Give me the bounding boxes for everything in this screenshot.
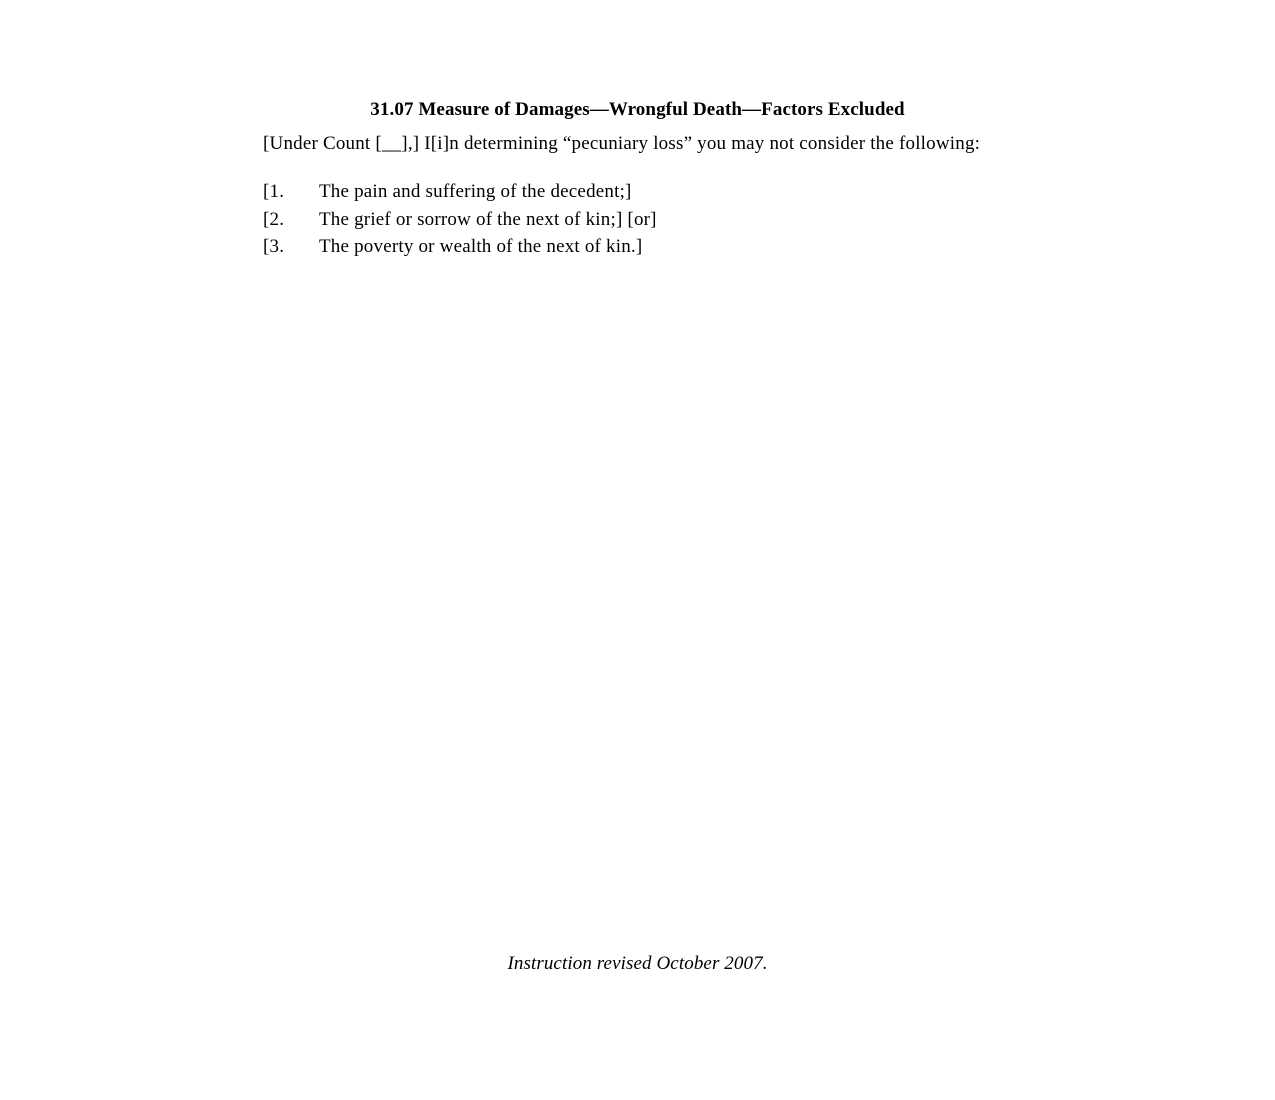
list-item <box>263 236 657 258</box>
revision-note: Instruction revised October 2007. <box>507 953 768 974</box>
instruction-intro: [Under Count [__],] I[i]n determining “pecuniary loss” you may not consider the following: <box>263 133 981 154</box>
list-item <box>263 181 657 203</box>
list-item-text: The grief or sorrow of the next of kin;] [or] <box>319 208 657 230</box>
list-item-text: The poverty or wealth of the next of kin.] <box>319 236 643 257</box>
list-item-text: The pain and suffering of the decedent;] <box>319 181 632 202</box>
list-item-number: [3. <box>263 236 285 257</box>
instruction-title: 31.07 Measure of Damages—Wrongful Death—Factors Excluded <box>370 99 905 120</box>
excluded-factors-list <box>263 181 657 264</box>
list-item-number: [1. <box>263 181 285 202</box>
list-item <box>263 209 657 231</box>
list-item-number: [2. <box>263 208 285 230</box>
